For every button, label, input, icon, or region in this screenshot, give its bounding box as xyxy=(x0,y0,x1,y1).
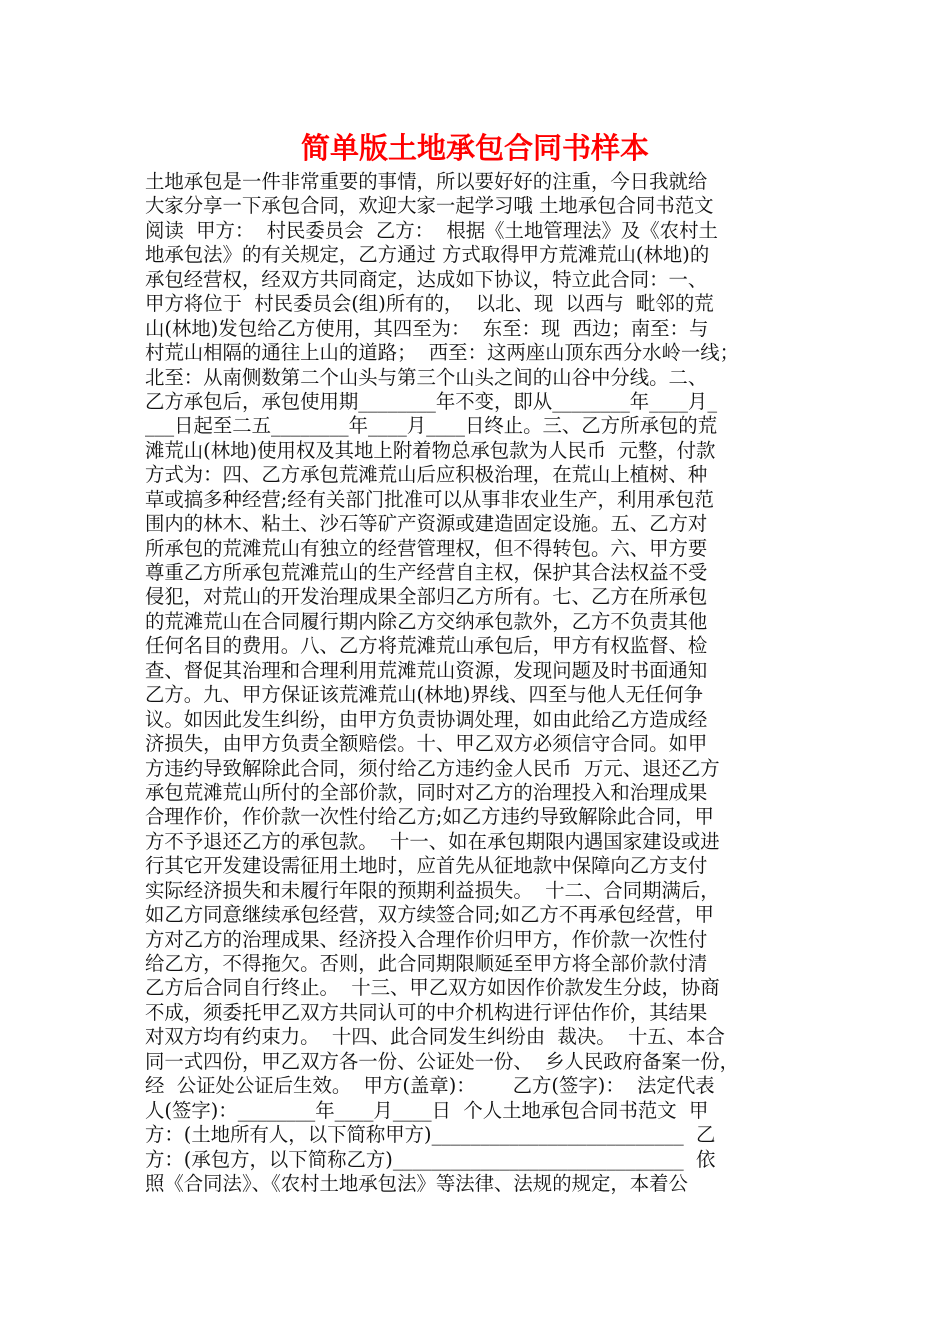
body-text-line: 尊重乙方所承包荒滩荒山的生产经营自主权，保护其合法权益不受 xyxy=(145,561,708,584)
body-text-line: 甲方将位于 村民委员会(组)所有的， 以北、现 以西与 毗邻的荒 xyxy=(145,292,714,316)
body-text-line: 乙方承包后，承包使用期________年不变，即从________年____月_ xyxy=(145,389,718,413)
body-text-line: 地承包法》的有关规定，乙方通过 方式取得甲方荒滩荒山(林地)的 xyxy=(145,243,710,267)
body-text-line: 任何名目的费用。八、乙方将荒滩荒山承包后，甲方有权监督、检 xyxy=(145,634,708,658)
body-text-line: 实际经济损失和未履行年限的预期利益损失。 十二、合同期满后， xyxy=(145,878,720,902)
body-text-line: 方对乙方的治理成果、经济投入合理作价归甲方，作价款一次性付 xyxy=(145,927,708,951)
body-text-line: 乙方。九、甲方保证该荒滩荒山(林地)界线、四至与他人无任何争 xyxy=(145,683,704,707)
body-text-line: 滩荒山(林地)使用权及其地上附着物总承包款为人民币 元整，付款 xyxy=(145,438,716,462)
body-text-line: 围内的林木、粘土、沙石等矿产资源或建造固定设施。五、乙方对 xyxy=(145,512,708,536)
body-text-line: 所承包的荒滩荒山有独立的经营管理权，但不得转包。六、甲方要 xyxy=(145,536,708,560)
body-text-line: 侵犯，对荒山的开发治理成果全部归乙方所有。七、乙方在所承包 xyxy=(145,585,708,609)
body-text-line: 不成，须委托甲乙双方共同认可的中介机构进行评估作价，其结果 xyxy=(145,1000,708,1024)
body-text-line: ___日起至二五________年____月____日终止。三、乙方所承包的荒 xyxy=(145,414,718,438)
body-text-line: 乙方后合同自行终止。 十三、甲乙双方如因作价款发生分歧，协商 xyxy=(145,976,720,1000)
body-text-line: 阅读 甲方： 村民委员会 乙方： 根据《土地管理法》及《农村土 xyxy=(145,218,718,242)
body-text-line: 承包经营权，经双方共同商定，达成如下协议，特立此合同：一、 xyxy=(145,267,708,291)
body-text-line: 的荒滩荒山在合同履行期内除乙方交纳承包款外，乙方不负责其他 xyxy=(145,609,708,633)
body-text-line: 济损失，由甲方负责全额赔偿。十、甲乙双方必须信守合同。如甲 xyxy=(145,732,708,756)
body-text-line: 人(签字)：________年____月____日 个人土地承包合同书范文 甲 xyxy=(145,1098,709,1122)
body-text-line: 方：(承包方，以下简称乙方)______________________________ 依 xyxy=(145,1147,716,1171)
body-text-line: 山(林地)发包给乙方使用，其四至为： 东至：现 西边；南至：与 xyxy=(145,316,709,340)
body-text-line: 土地承包是一件非常重要的事情，所以要好好的注重，今日我就给 xyxy=(145,170,708,193)
body-text-line: 草或搞多种经营;经有关部门批准可以从事非农业生产，利用承包范 xyxy=(145,487,714,511)
body-text-line: 同一式四份，甲乙双方各一份、公证处一份、 乡人民政府备案一份， xyxy=(145,1049,740,1073)
body-text-line: 查、督促其治理和合理利用荒滩荒山资源，发现问题及时书面通知 xyxy=(145,658,708,682)
body-text-line: 行其它开发建设需征用土地时，应首先从征地款中保障向乙方支付 xyxy=(145,854,708,878)
body-text-line: 方：(土地所有人，以下简称甲方)__________________________ 乙 xyxy=(145,1123,716,1147)
body-text-line: 方式为：四、乙方承包荒滩荒山后应积极治理，在荒山上植树、种 xyxy=(145,463,708,487)
body-text-line: 方不予退还乙方的承包款。 十一、如在承包期限内遇国家建设或进 xyxy=(145,829,720,853)
body-text-line: 经 公证处公证后生效。 甲方(盖章)： 乙方(签字)： 法定代表 xyxy=(145,1074,715,1098)
body-text-line: 对双方均有约束力。 十四、此合同发生纠纷由 裁决。 十五、本合 xyxy=(145,1025,725,1049)
body-text-line: 如乙方同意继续承包经营，双方续签合同;如乙方不再承包经营，甲 xyxy=(145,903,714,927)
body-text-line: 议。如因此发生纠纷，由甲方负责协调处理，如由此给乙方造成经 xyxy=(145,707,708,731)
body-text-line: 村荒山相隔的通往上山的道路； 西至：这两座山顶东西分水岭一线； xyxy=(145,341,740,365)
body-text-line: 给乙方，不得拖欠。否则，此合同期限顺延至甲方将全部价款付清 xyxy=(145,952,708,975)
body-text-line: 大家分享一下承包合同，欢迎大家一起学习哦 土地承包合同书范文 xyxy=(145,194,714,218)
body-text-line: 照《合同法》、《农村土地承包法》等法律、法规的规定，本着公 xyxy=(145,1171,688,1195)
body-text-line: 北至：从南侧数第二个山头与第三个山头之间的山谷中分线。二、 xyxy=(145,365,708,389)
body-text-line: 承包荒滩荒山所付的全部价款，同时对乙方的治理投入和治理成果 xyxy=(145,780,708,804)
document-title: 简单版土地承包合同书样本 xyxy=(300,131,649,165)
body-text-line: 方违约导致解除此合同，须付给乙方违约金人民币 万元、退还乙方 xyxy=(145,756,720,780)
document-body xyxy=(145,170,807,1196)
body-text-line: 合理作价，作价款一次性付给乙方;如乙方违约导致解除此合同，甲 xyxy=(145,805,714,829)
